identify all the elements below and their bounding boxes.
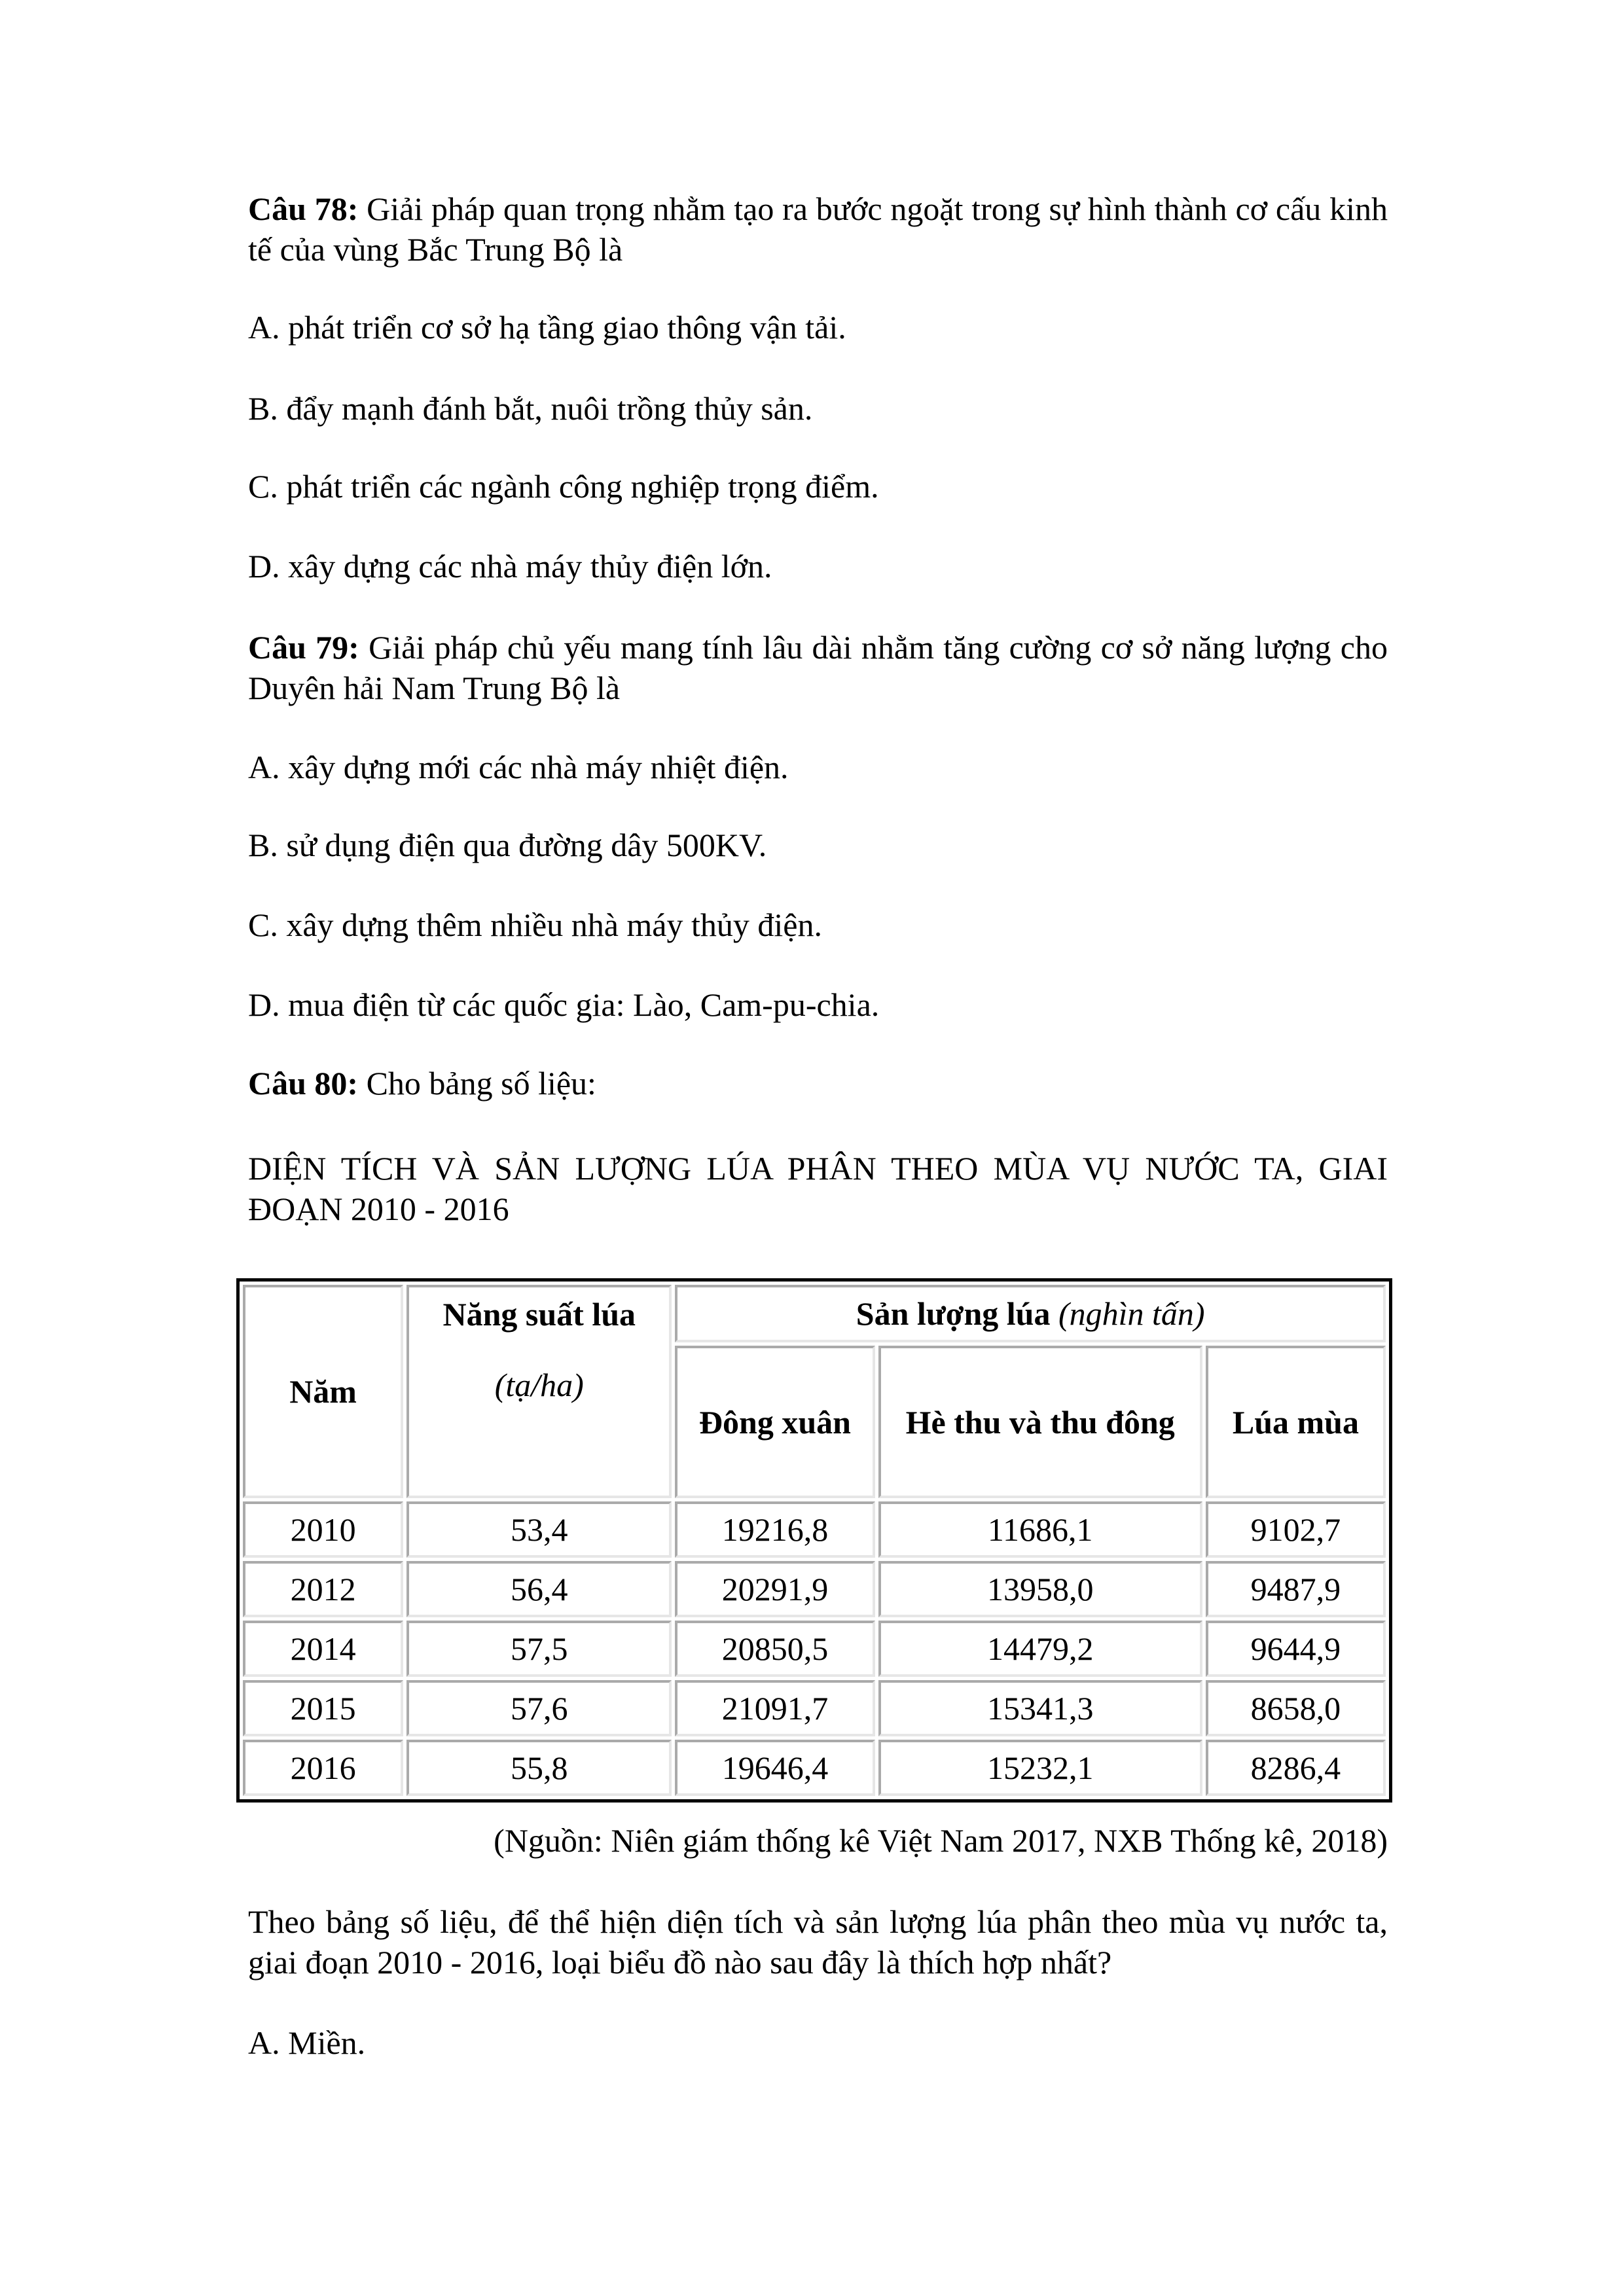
cell-he-thu: 15232,1 — [878, 1740, 1202, 1796]
table-row — [243, 1561, 1386, 1617]
table-row — [243, 1740, 1386, 1796]
question-78-text: Giải pháp quan trọng nhằm tạo ra bước ngoặt trong sự hình thành cơ cấu kinh tế của vùng Bắc Trung Bộ là — [248, 190, 1388, 268]
q78-option-d: D. xây dựng các nhà máy thủy điện lớn. — [248, 548, 772, 584]
header-output-unit: (nghìn tấn) — [1058, 1295, 1205, 1332]
cell-he-thu: 13958,0 — [878, 1561, 1202, 1617]
data-table — [236, 1278, 1392, 1803]
q79-option-d: D. mua điện từ các quốc gia: Lào, Cam-pu-chia. — [248, 986, 880, 1023]
cell-dong-xuan: 21091,7 — [675, 1680, 875, 1736]
q78-option-a: A. phát triển cơ sở hạ tầng giao thông vận tải. — [248, 309, 846, 346]
header-yield — [406, 1285, 672, 1498]
cell-lua-mua: 9487,9 — [1206, 1561, 1386, 1617]
q79-option-b: B. sử dụng điện qua đường dây 500KV. — [248, 827, 767, 863]
cell-year: 2015 — [243, 1680, 403, 1736]
cell-dong-xuan: 19646,4 — [675, 1740, 875, 1796]
cell-lua-mua: 8286,4 — [1206, 1740, 1386, 1796]
question-79-text: Giải pháp chủ yếu mang tính lâu dài nhằm tăng cường cơ sở năng lượng cho Duyên hải Nam Trung Bộ là — [248, 629, 1388, 706]
cell-year: 2012 — [243, 1561, 403, 1617]
table-title: DIỆN TÍCH VÀ SẢN LƯỢNG LÚA PHÂN THEO MÙA VỤ NƯỚC TA, GIAI ĐOẠN 2010 - 2016 — [248, 1150, 1388, 1227]
header-yield-label: Năng suất lúa — [442, 1296, 636, 1333]
header-output — [675, 1285, 1386, 1342]
table-row — [243, 1680, 1386, 1736]
question-78 — [248, 188, 1388, 270]
cell-lua-mua: 8658,0 — [1206, 1680, 1386, 1736]
question-80-text: Cho bảng số liệu: — [358, 1065, 596, 1102]
table-row — [243, 1501, 1386, 1558]
cell-dong-xuan: 20291,9 — [675, 1561, 875, 1617]
table-row — [243, 1621, 1386, 1677]
cell-lua-mua: 9102,7 — [1206, 1501, 1386, 1558]
q79-option-c: C. xây dựng thêm nhiều nhà máy thủy điện. — [248, 906, 822, 943]
q78-option-b: B. đẩy mạnh đánh bắt, nuôi trồng thủy sản. — [248, 390, 813, 427]
cell-yield: 53,4 — [406, 1501, 672, 1558]
header-he-thu: Hè thu và thu đông — [878, 1346, 1202, 1498]
cell-he-thu: 11686,1 — [878, 1501, 1202, 1558]
question-80-prompt: Theo bảng số liệu, để thể hiện diện tích và sản lượng lúa phân theo mùa vụ nước ta, giai đoạn 2010 - 2016, loại biểu đồ nào sau đây là thích hợp nhất? — [248, 1903, 1388, 1981]
cell-yield: 57,6 — [406, 1680, 672, 1736]
q78-option-c: C. phát triển các ngành công nghiệp trọng điểm. — [248, 468, 879, 505]
question-79-label: Câu 79: — [248, 629, 359, 666]
question-79 — [248, 627, 1388, 708]
header-year: Năm — [243, 1285, 403, 1498]
header-dong-xuan: Đông xuân — [675, 1346, 875, 1498]
cell-dong-xuan: 20850,5 — [675, 1621, 875, 1677]
cell-year: 2010 — [243, 1501, 403, 1558]
header-yield-unit: (tạ/ha) — [494, 1367, 584, 1403]
cell-lua-mua: 9644,9 — [1206, 1621, 1386, 1677]
question-80-label: Câu 80: — [248, 1065, 359, 1102]
cell-he-thu: 14479,2 — [878, 1621, 1202, 1677]
cell-yield: 56,4 — [406, 1561, 672, 1617]
cell-yield: 57,5 — [406, 1621, 672, 1677]
q79-option-a: A. xây dựng mới các nhà máy nhiệt điện. — [248, 749, 789, 785]
question-80 — [248, 1063, 1388, 1103]
cell-yield: 55,8 — [406, 1740, 672, 1796]
cell-he-thu: 15341,3 — [878, 1680, 1202, 1736]
header-lua-mua: Lúa mùa — [1206, 1346, 1386, 1498]
cell-year: 2014 — [243, 1621, 403, 1677]
q80-option-a: A. Miền. — [248, 2024, 366, 2061]
header-output-label: Sản lượng lúa — [856, 1295, 1051, 1332]
table-source: (Nguồn: Niên giám thống kê Việt Nam 2017, NXB Thống kê, 2018) — [494, 1822, 1388, 1859]
cell-dong-xuan: 19216,8 — [675, 1501, 875, 1558]
cell-year: 2016 — [243, 1740, 403, 1796]
question-78-label: Câu 78: — [248, 190, 359, 227]
